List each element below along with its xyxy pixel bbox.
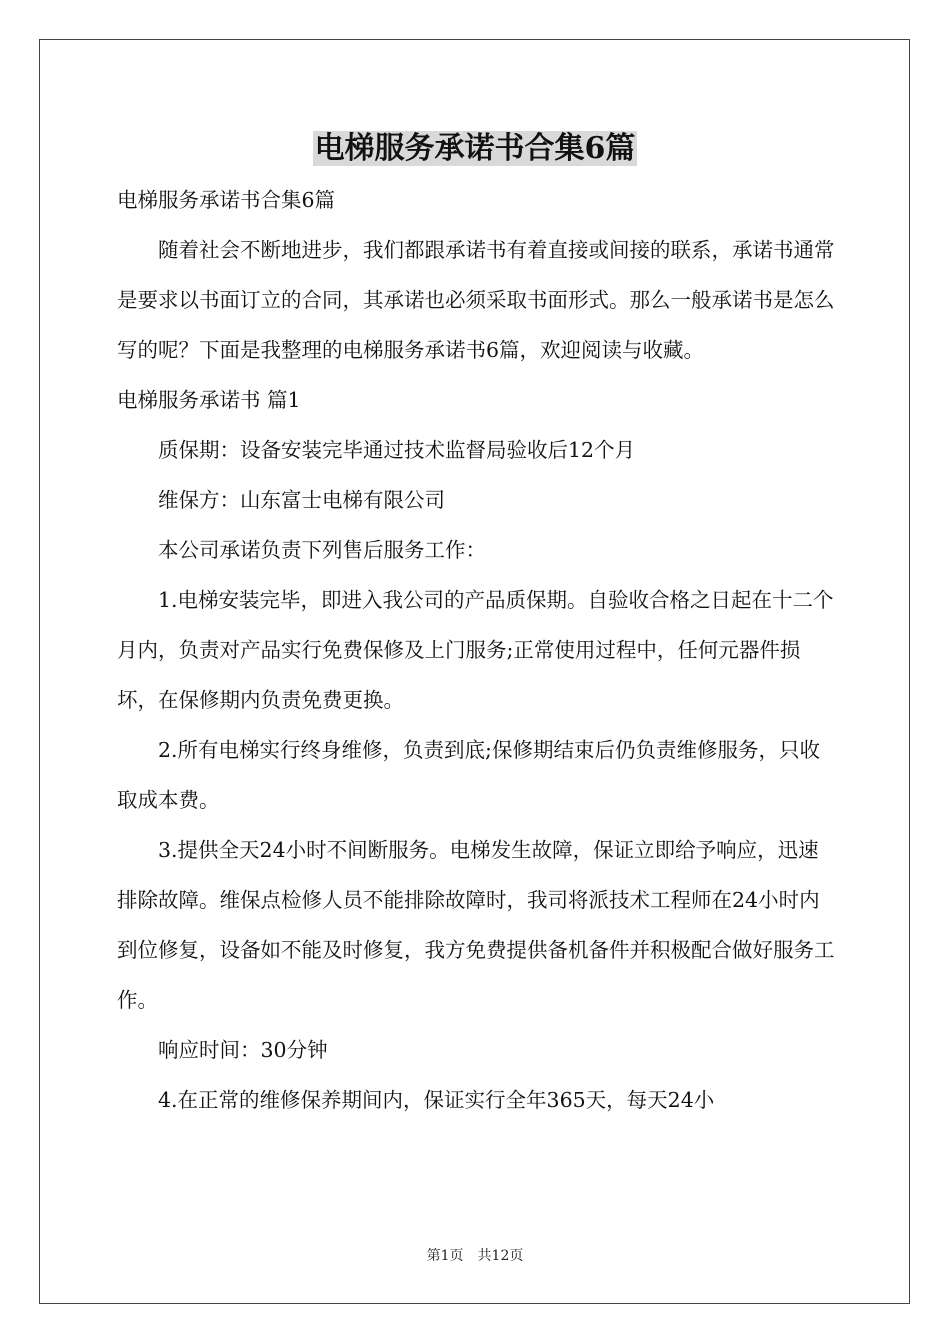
paragraph: 电梯服务承诺书 篇1 bbox=[117, 388, 301, 412]
paragraph: 本公司承诺负责下列售后服务工作： bbox=[158, 538, 486, 562]
page-footer bbox=[0, 1246, 950, 1266]
page-number: 第1页 bbox=[426, 1248, 464, 1264]
paragraph: 2.所有电梯实行终身维修，负责到底;保修期结束后仍负责维修服务，只收取成本费。 bbox=[117, 738, 820, 812]
paragraph: 响应时间：30分钟 bbox=[158, 1038, 328, 1062]
document-body bbox=[117, 175, 837, 1125]
document-title bbox=[0, 124, 950, 174]
paragraph: 4.在正常的维修保养期间内，保证实行全年365天，每天24小 bbox=[158, 1088, 715, 1112]
paragraph: 随着社会不断地进步，我们都跟承诺书有着直接或间接的联系，承诺书通常是要求以书面订立的合同，其承诺也必须采取书面形式。那么一般承诺书是怎么写的呢？下面是我整理的电梯服务承诺书6篇，欢迎阅读与收藏。 bbox=[117, 238, 835, 362]
paragraph: 1.电梯安装完毕，即进入我公司的产品质保期。自验收合格之日起在十二个月内，负责对产品实行免费保修及上门服务;正常使用过程中，任何元器件损坏，在保修期内负责免费更换。 bbox=[117, 588, 834, 712]
paragraph: 质保期：设备安装完毕通过技术监督局验收后12个月 bbox=[158, 438, 636, 462]
document-title-text: 电梯服务承诺书合集6篇 bbox=[314, 131, 636, 166]
paragraph: 电梯服务承诺书合集6篇 bbox=[117, 188, 336, 212]
page-total: 共12页 bbox=[477, 1248, 524, 1264]
paragraph: 维保方：山东富士电梯有限公司 bbox=[158, 488, 445, 512]
paragraph: 3.提供全天24小时不间断服务。电梯发生故障，保证立即给予响应，迅速排除故障。维保点检修人员不能排除故障时，我司将派技术工程师在24小时内到位修复，设备如不能及时修复，我方免费提供备机备件并积极配合做好服务工作。 bbox=[117, 838, 835, 1012]
